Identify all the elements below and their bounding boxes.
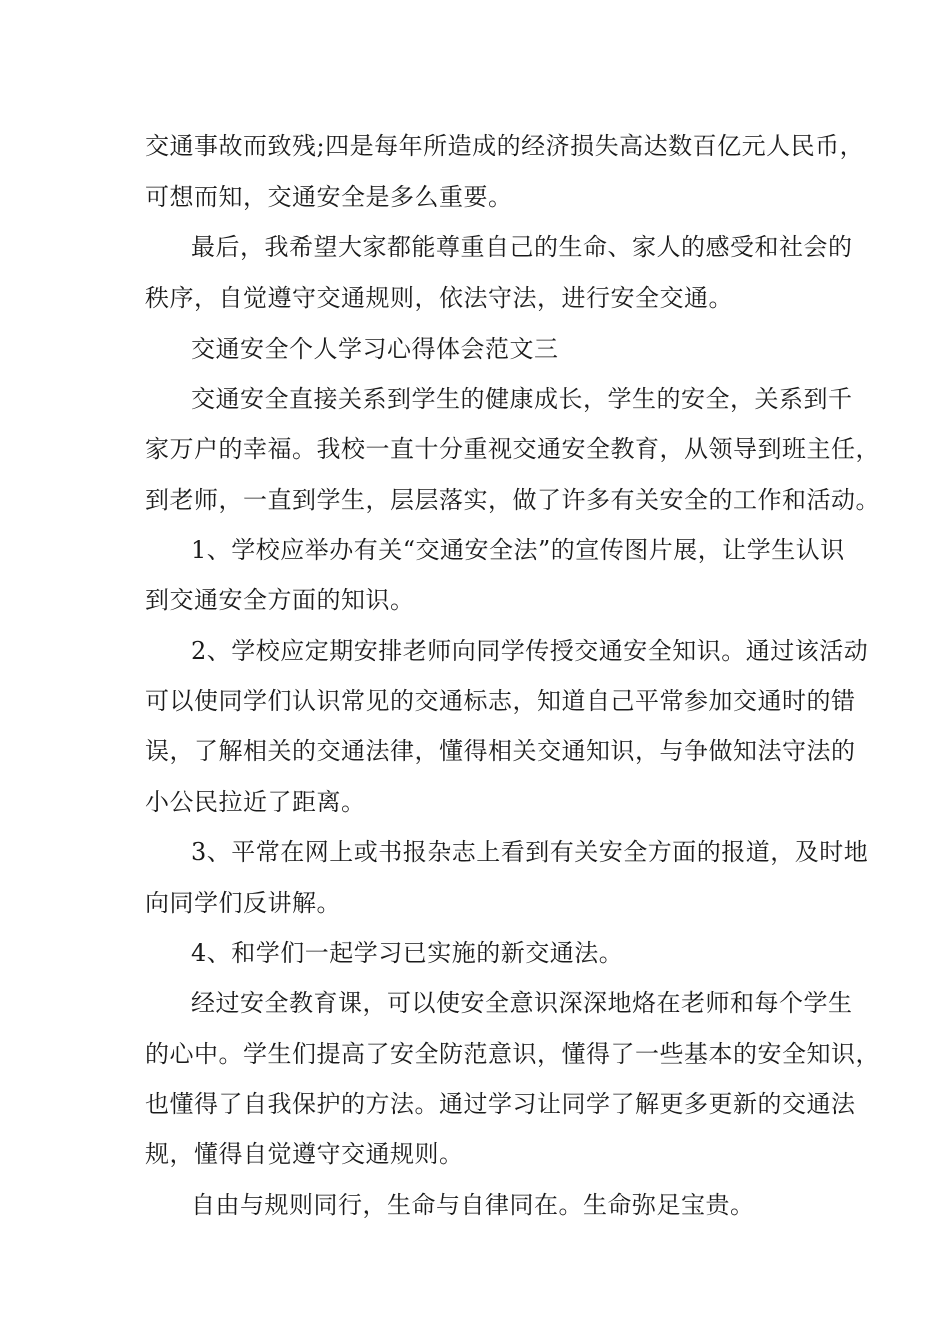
list-item-line: 2、学校应定期安排老师向同学传授交通安全知识。通过该活动 <box>191 637 869 665</box>
text-line: 的心中。学生们提高了安全防范意识，懂得了一些基本的安全知识， <box>145 1040 880 1068</box>
paragraph-start-line: 自由与规则同行，生命与自律同在。生命弥足宝贵。 <box>191 1191 755 1219</box>
text-line: 小公民拉近了距离。 <box>145 788 366 816</box>
list-item-line: 4、和学们一起学习已实施的新交通法。 <box>191 939 624 967</box>
text-line: 也懂得了自我保护的方法。通过学习让同学了解更多更新的交通法 <box>145 1090 856 1118</box>
text-line: 可以使同学们认识常见的交通标志，知道自己平常参加交通时的错 <box>145 687 856 715</box>
text-line: 向同学们反讲解。 <box>145 889 341 917</box>
paragraph-start-line: 最后，我希望大家都能尊重自己的生命、家人的感受和社会的 <box>191 233 853 261</box>
text-line: 家万户的幸福。我校一直十分重视交通安全教育，从领导到班主任， <box>145 435 880 463</box>
text-line: 可想而知，交通安全是多么重要。 <box>145 183 513 211</box>
text-line: 规，懂得自觉遵守交通规则。 <box>145 1140 464 1168</box>
paragraph-start-line: 经过安全教育课，可以使安全意识深深地烙在老师和每个学生 <box>191 989 853 1017</box>
text-line: 误，了解相关的交通法律，懂得相关交通知识，与争做知法守法的 <box>145 737 856 765</box>
paragraph-start-line: 交通安全直接关系到学生的健康成长，学生的安全，关系到千 <box>191 385 853 413</box>
list-item-line: 3、平常在网上或书报杂志上看到有关安全方面的报道，及时地 <box>191 838 869 866</box>
text-line: 交通事故而致残;四是每年所造成的经济损失高达数百亿元人民币， <box>145 132 865 160</box>
section-heading: 交通安全个人学习心得体会范文三 <box>191 335 559 363</box>
list-item-line: 1、学校应举办有关“交通安全法”的宣传图片展，让学生认识 <box>191 536 845 564</box>
text-line: 到交通安全方面的知识。 <box>145 586 415 614</box>
text-line: 秩序，自觉遵守交通规则，依法守法，进行安全交通。 <box>145 284 733 312</box>
text-line: 到老师，一直到学生，层层落实，做了许多有关安全的工作和活动。 <box>145 486 880 514</box>
